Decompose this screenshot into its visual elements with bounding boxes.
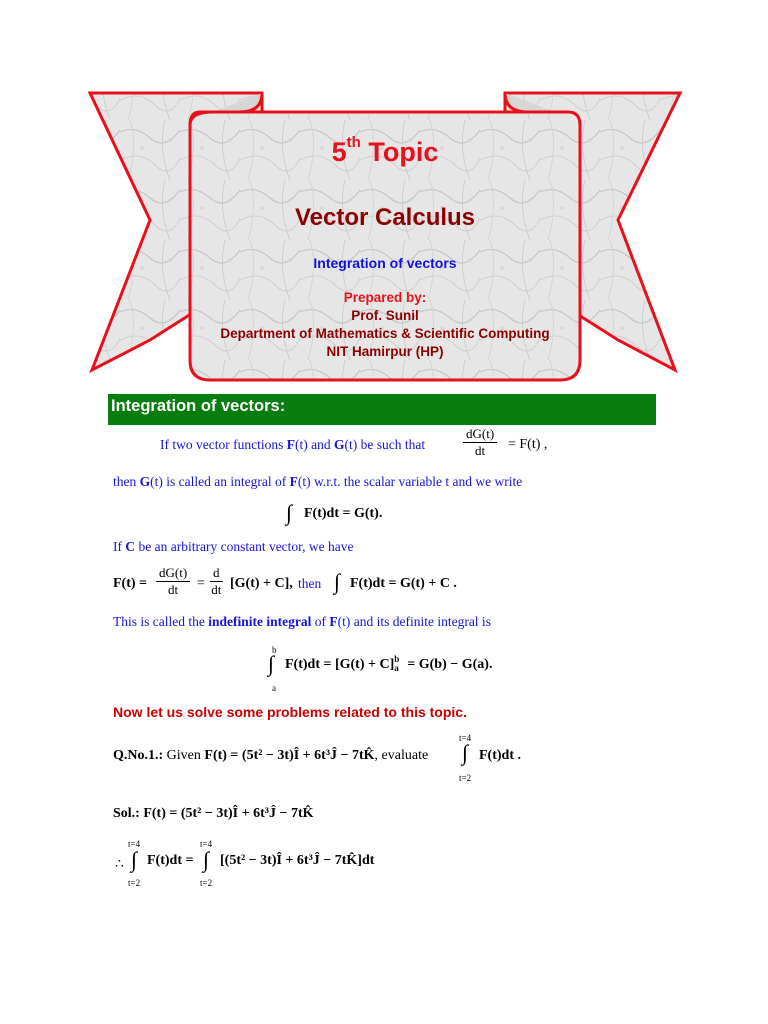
- question-1-integrand: F(t)dt .: [479, 748, 521, 763]
- equation-3: $F(t)dt = [G(t) + C]^b_a = G(b) - G(a)$.: [285, 654, 493, 673]
- integral-sign: ∫: [462, 740, 469, 765]
- institute: NIT Hamirpur (HP): [326, 344, 444, 359]
- integral-sign: ∫: [131, 847, 138, 872]
- lower-limit: a: [272, 683, 276, 693]
- equals-sign: =: [197, 576, 205, 591]
- equation-rhs-1: = F(t) ,: [508, 437, 548, 452]
- section-heading-bar: [108, 394, 656, 425]
- department: Department of Mathematics & Scientific Computing: [220, 326, 550, 341]
- definition-line-4: This is called the indefinite integral of F(t) and its definite integral is: [113, 614, 491, 629]
- fraction-d-dt: $\frac{d}{dt}$: [211, 565, 222, 597]
- subtitle: Integration of vectors: [313, 255, 457, 271]
- therefore-symbol: ∴: [115, 857, 124, 872]
- upper-limit: t=4: [128, 839, 141, 849]
- integral-sign: ∫: [286, 500, 293, 525]
- upper-limit: b: [272, 645, 277, 655]
- lower-limit: t=2: [459, 773, 472, 783]
- fraction-dG-dt-2: $\frac{dG(t)}{dt}$: [156, 565, 190, 598]
- equation-2-rhs: F(t)dt = G(t) + C .: [350, 576, 457, 591]
- definition-line-1: If two vector functions F(t) and G(t) be such that: [160, 437, 426, 452]
- equation-2-lhs: F(t) =: [113, 576, 148, 591]
- upper-limit: t=4: [200, 839, 213, 849]
- question-1: Q.No.1.: Given F(t) = (5t² − 3t)Î + 6t³Ĵ − 7tK̂, evaluate: [113, 748, 429, 763]
- equation-1: F(t)dt = G(t).: [304, 506, 383, 521]
- lower-limit: t=2: [128, 878, 141, 888]
- integral-sign: ∫: [334, 569, 341, 594]
- equation-2-bracket: [G(t) + C],: [230, 576, 293, 591]
- solution-line-2-mid: F(t)dt =: [147, 853, 194, 868]
- prepared-by-label: Prepared by:: [343, 290, 427, 305]
- upper-limit: t=4: [459, 733, 472, 743]
- author-name: Prof. Sunil: [351, 308, 419, 323]
- problems-intro: Now let us solve some problems related to this topic.: [113, 704, 467, 720]
- section-heading: Integration of vectors:: [111, 397, 286, 415]
- then-word: then: [298, 576, 322, 591]
- topic-heading: 5th Topic: [331, 134, 439, 167]
- solution-line-1: Sol.: F(t) = (5t² − 3t)Î + 6t³Ĵ − 7tK̂: [113, 806, 314, 821]
- fraction-dG-dt: $\frac{dG(t)}{dt}$: [463, 426, 497, 459]
- definition-line-2: then G(t) is called an integral of F(t) w.r.t. the scalar variable t and we write: [113, 474, 523, 489]
- integral-sign: ∫: [268, 651, 275, 676]
- definition-line-3: If C be an arbitrary constant vector, we have: [113, 539, 354, 554]
- page-title: Vector Calculus: [294, 204, 476, 231]
- lower-limit: t=2: [200, 878, 213, 888]
- integral-sign: ∫: [203, 847, 210, 872]
- solution-line-2-expr: [(5t² − 3t)Î + 6t³Ĵ − 7tK̂]dt: [220, 853, 375, 868]
